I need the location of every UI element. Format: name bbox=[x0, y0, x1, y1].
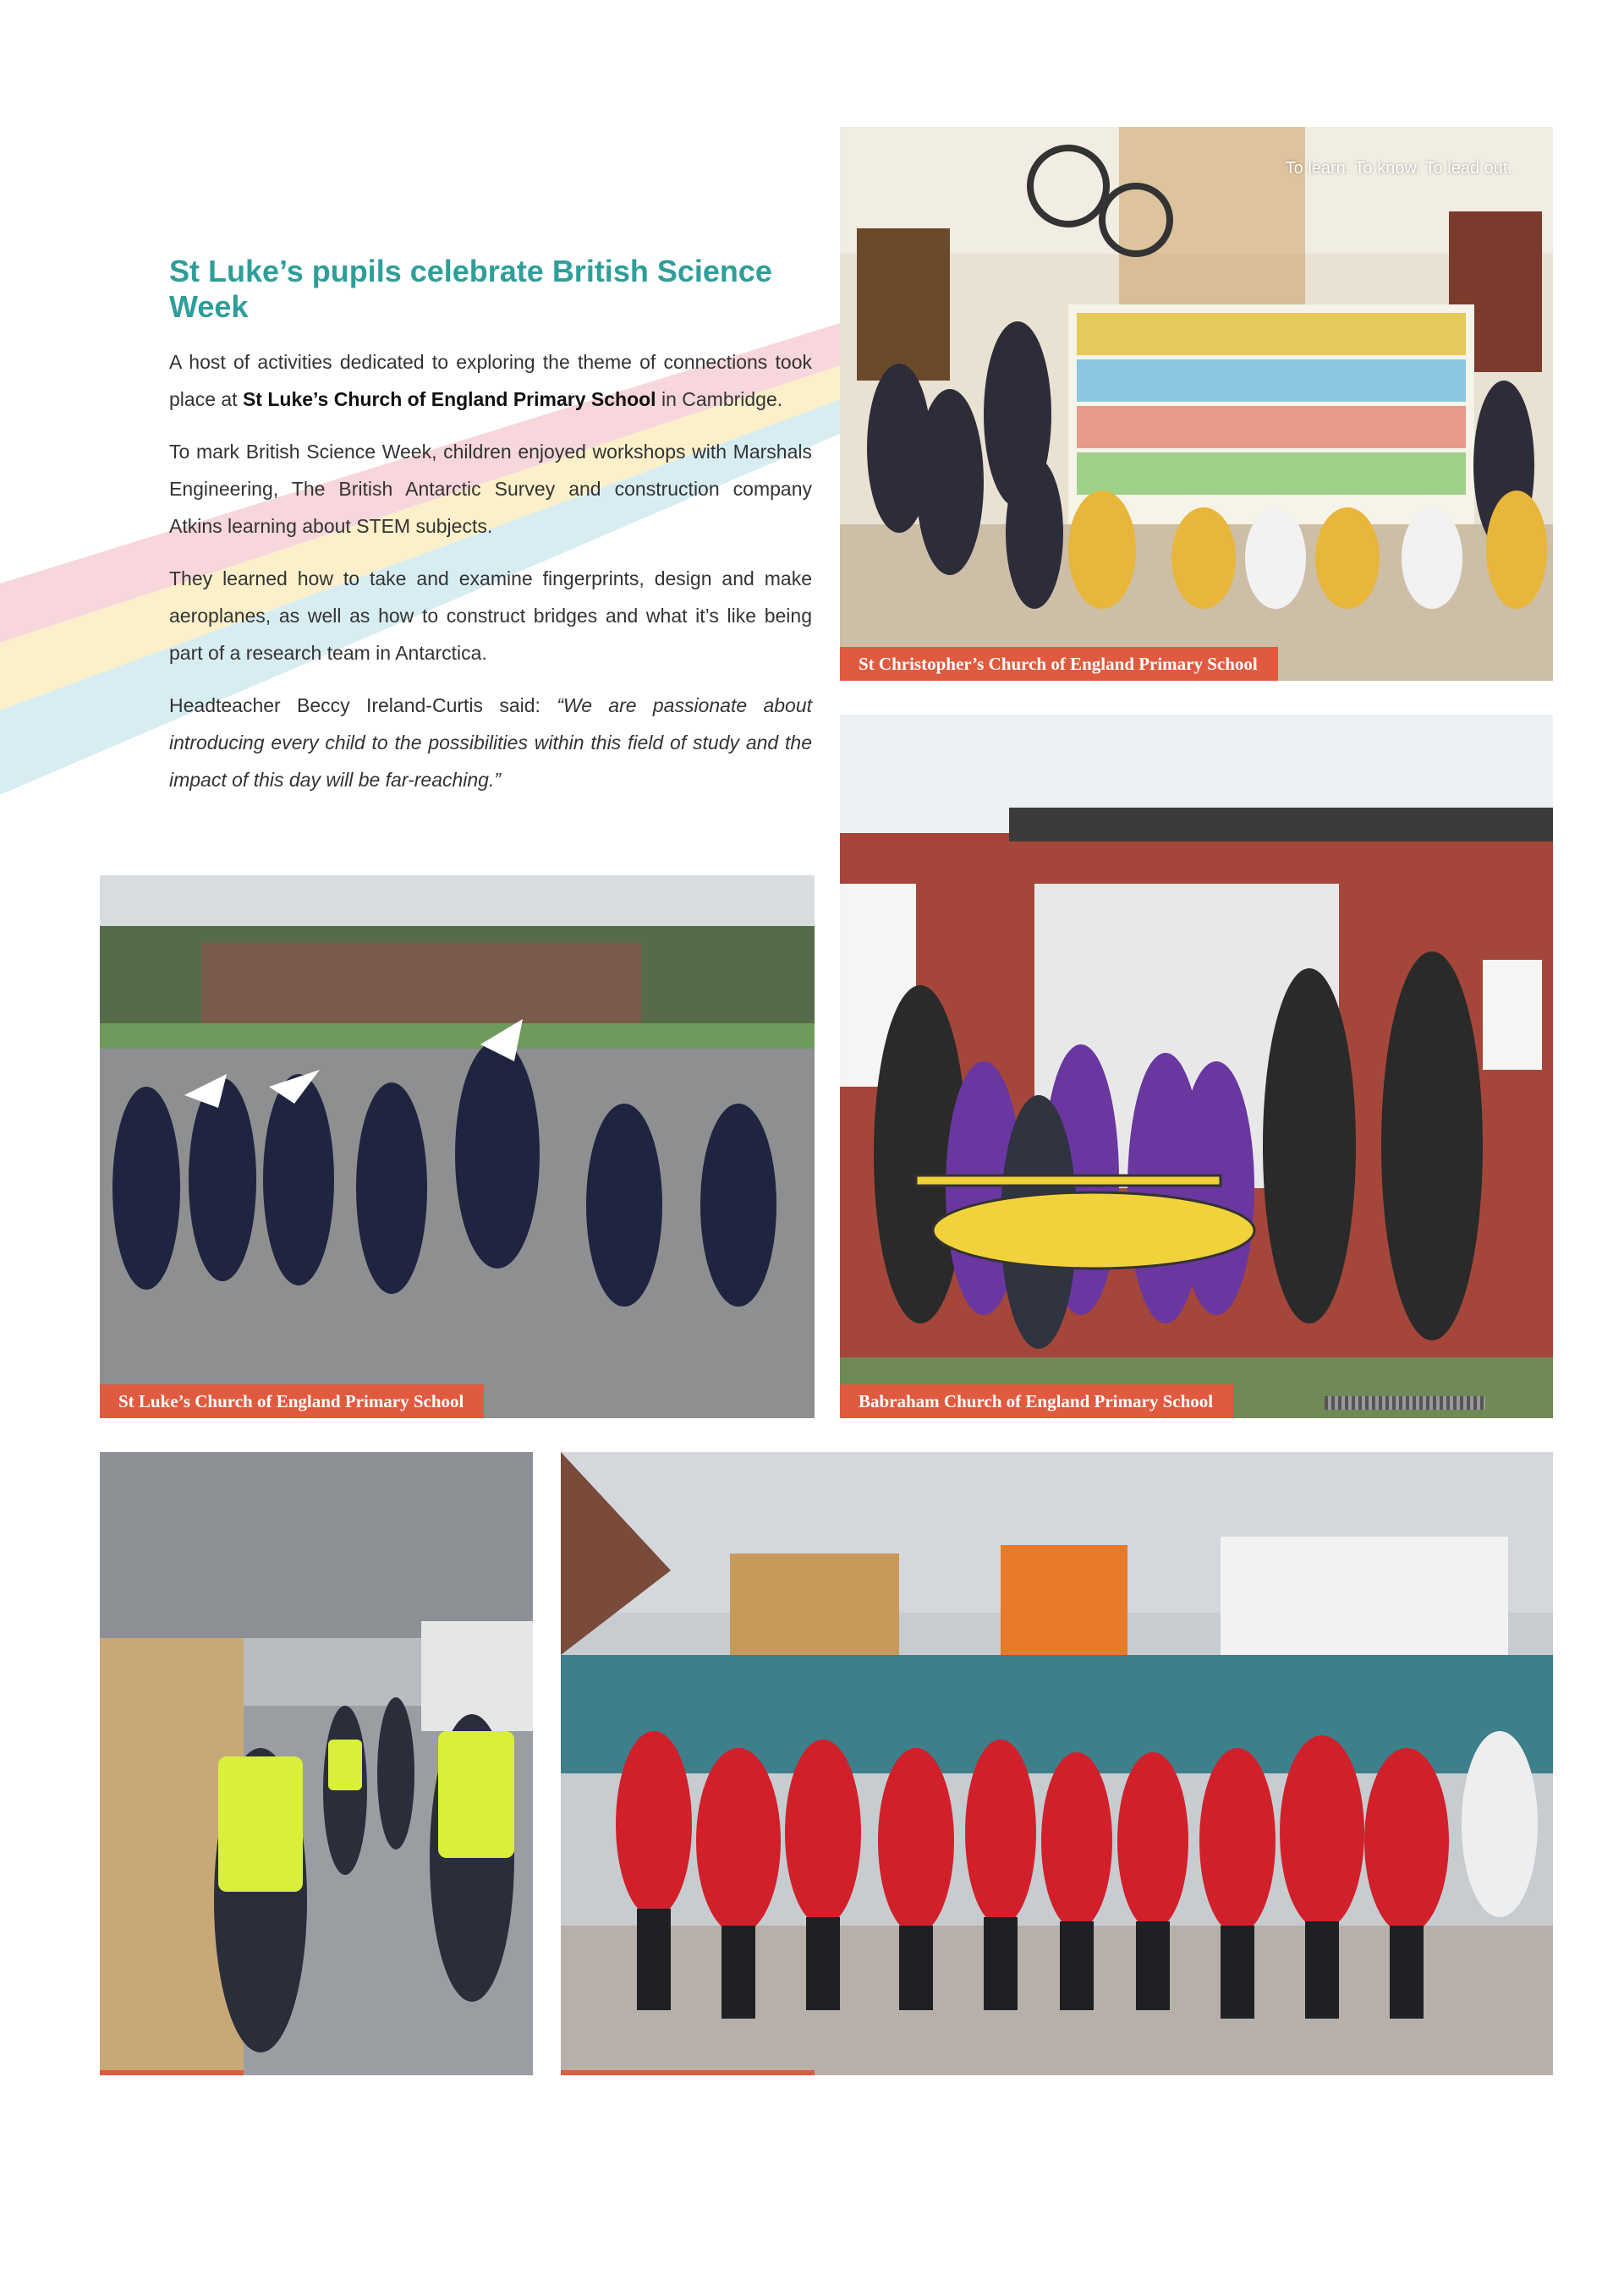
intro-text: A host of activities dedicated to exploring the theme of connections took place at bbox=[169, 351, 812, 410]
school-entrance-scene-image bbox=[840, 715, 1553, 1418]
headteacher-quote: “We are passionate about introducing every child to the possibilities within this field of study and the impact of this day will be far-reaching.” bbox=[169, 694, 812, 791]
group-photo-scene-image bbox=[561, 1452, 1553, 2075]
school-motto: To learn. To know. To lead out. bbox=[1285, 159, 1512, 178]
caption-st-lukes: St Luke’s Church of England Primary School bbox=[100, 1384, 484, 1418]
playground-scene-image bbox=[100, 875, 815, 1418]
paragraph-workshops: To mark British Science Week, children enjoyed workshops with Marshals Engineering, The British Antarctic Survey and construction company Atkins learning about STEM subjects. bbox=[169, 441, 812, 537]
intro-text-end: in Cambridge. bbox=[656, 388, 783, 410]
quote-attribution: Headteacher Beccy Ireland-Curtis said: bbox=[169, 694, 557, 716]
paragraph-quote bbox=[169, 687, 812, 798]
headline: St Luke’s pupils celebrate British Science Week bbox=[169, 254, 772, 324]
caption-stub-runners bbox=[100, 2070, 244, 2075]
caption-stub-red-jumpers bbox=[561, 2070, 815, 2075]
drain-grate bbox=[1325, 1396, 1485, 1410]
paragraph-activities: They learned how to take and examine fingerprints, design and make aeroplanes, as well as how to construct bridges and what it’s like being part of a research team in Antarctica. bbox=[169, 567, 812, 664]
caption-babraham: Babraham Church of England Primary School bbox=[840, 1384, 1233, 1418]
classroom-scene-image bbox=[840, 127, 1553, 681]
paragraph-intro bbox=[169, 343, 812, 418]
running-scene-image bbox=[100, 1452, 533, 2075]
photo-runners bbox=[100, 1452, 533, 2075]
photo-babraham bbox=[840, 715, 1553, 1418]
photo-st-lukes bbox=[100, 875, 815, 1418]
caption-st-christophers: St Christopher’s Church of England Primary School bbox=[840, 647, 1278, 681]
school-name-bold: St Luke’s Church of England Primary School bbox=[242, 388, 656, 410]
article bbox=[169, 254, 812, 814]
photo-red-jumpers-group bbox=[561, 1452, 1553, 2075]
photo-st-christophers bbox=[840, 127, 1553, 681]
